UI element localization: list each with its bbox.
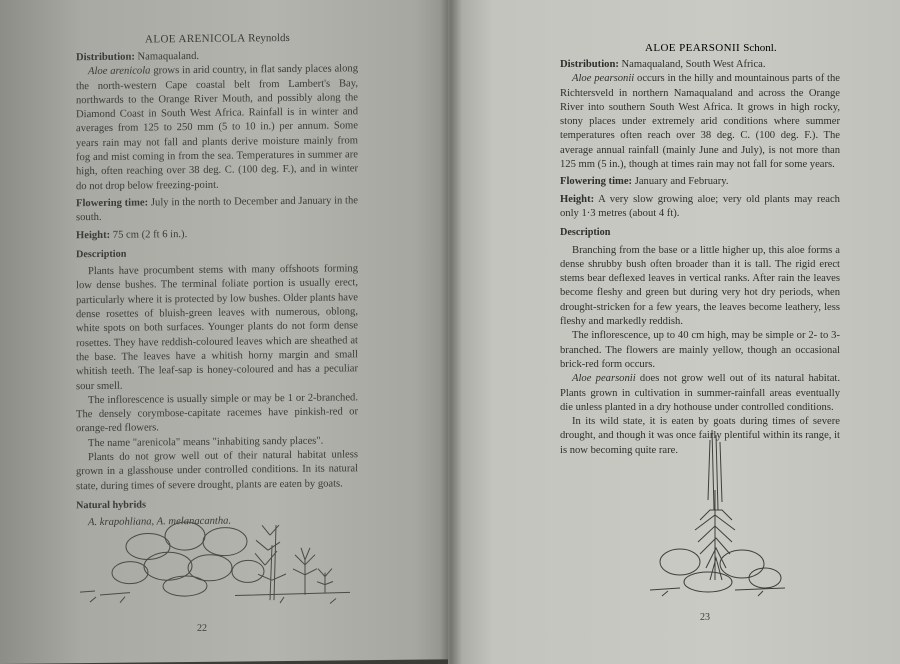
species-name-italic: Aloe pearsonii xyxy=(572,73,635,85)
flowering-value: July in the north to December and January in the south. xyxy=(76,195,358,224)
aloe-pearsonii-illustration xyxy=(640,430,790,600)
description-heading: Description xyxy=(560,227,611,239)
species-title: ALOE ARENICOLA xyxy=(145,32,246,46)
height-label: Height: xyxy=(76,229,111,241)
page-number: 22 xyxy=(197,622,207,634)
height-value: A very slow growing aloe; very old plants may reach only 1·3 metres (about 4 ft). xyxy=(560,193,840,219)
species-name-italic: Aloe pearsonii xyxy=(572,373,636,385)
hybrids-heading: Natural hybrids xyxy=(76,499,146,512)
page-number: 23 xyxy=(700,612,710,623)
species-author: Schonl. xyxy=(743,42,777,54)
height-line xyxy=(76,226,358,243)
species-title: ALOE PEARSONII xyxy=(645,42,741,54)
height-value: 75 cm (2 ft 6 in.). xyxy=(112,228,188,241)
species-name-italic: Aloe arenicola xyxy=(88,65,151,78)
distribution-paragraph-text: grows in arid country, in flat sandy places along the north-western Cape coastal belt from Lambert's Bay, northwards to the Orange River Mouth, and possibly along the Diamond Coast in South West Africa. Rainfall is in winter and averages from 125 to 250 mm (5 to 10 in.) per annum. Some years rain may not fall and plants derive moisture mainly from fog and mist coming in from the sea. Temperatures in summer are high, often reaching over 38 deg. C. (100 deg. F.), and in winter do not drop below freezing-point. xyxy=(76,63,358,192)
page-title xyxy=(645,42,777,54)
description-paragraph-text: does not grow well out of its natural habitat. Plants grown in cultivation in summer-rainfall areas eventually die unless planted in a dry hothouse under controlled conditions. xyxy=(560,373,840,413)
description-paragraph: Plants have procumbent stems with many offshoots forming low dense bushes. The terminal foliate portion is usually erect, particularly where it is protected by low bushes. Older plants have dense rosettes of bluish-green leaves with numerous, oblong, white spots on both surfaces. Younger plants do not form dense rosettes. They have reddish-coloured leaves which are sheathed at the base. The leaves have a whitish horny margin and small whitish teeth. The leaf-sap is honey-coloured and has a peculiar sour smell. xyxy=(76,263,358,392)
description-paragraph: The inflorescence is usually simple or may be 1 or 2-branched. The densely corymbose-capitate racemes have pinkish-red or orange-red flowers. xyxy=(76,392,358,435)
flowering-label: Flowering time: xyxy=(76,197,149,210)
distribution-paragraph xyxy=(560,72,840,172)
distribution-paragraph xyxy=(76,63,358,195)
book-gutter xyxy=(440,0,462,664)
flowering-value: January and February. xyxy=(634,176,729,188)
distribution-value: Namaqualand. xyxy=(137,50,200,63)
description-paragraph: Plants do not grow well out of their natural habitat unless grown in a glasshouse under controlled conditions. In its natural state, during times of severe drought, plants are eaten by goats. xyxy=(76,449,358,492)
description-paragraph: In its wild state, it is eaten by goats during times of severe drought, and though it was once fairly plentiful within its range, it is now becoming quite rare. xyxy=(560,416,840,456)
distribution-line xyxy=(560,58,840,72)
description-paragraph xyxy=(560,372,840,415)
distribution-paragraph-text: occurs in the hilly and mountainous parts of the Richtersveld in northern Namaqualand and across the Orange River into southern South West Africa. It grows in high rocky, stony places under extremely arid conditions where summer temperatures often reach over 38 deg. C. (100 deg. F.). The average annual rainfall (mainly June and July), is not more than 125 mm (5 in.), though at times rain may not fall for some years. xyxy=(560,73,840,171)
distribution-label: Distribution: xyxy=(76,51,135,64)
height-line xyxy=(560,193,840,222)
distribution-label: Distribution: xyxy=(560,59,619,70)
description-heading: Description xyxy=(76,248,127,261)
description-paragraph: The name "arenicola" means "inhabiting sandy places". xyxy=(88,435,324,449)
aloe-arenicola-illustration xyxy=(60,504,360,617)
flowering-label: Flowering time: xyxy=(560,176,633,188)
left-page-body xyxy=(76,48,358,530)
distribution-value: Namaqualand, South West Africa. xyxy=(621,59,766,70)
page-title xyxy=(145,32,290,46)
species-author: Reynolds xyxy=(248,31,290,45)
flowering-line xyxy=(76,194,358,226)
right-page-body xyxy=(560,58,840,458)
description-paragraph: The inflorescence, up to 40 cm high, may be simple or 2- to 3-branched. The flowers are mainly yellow, though an occasional brick-red form occurs. xyxy=(560,330,840,370)
flowering-line xyxy=(560,175,840,189)
hybrids-value: A. krapohliana, A. melanacantha. xyxy=(88,515,232,529)
height-label: Height: xyxy=(560,193,595,205)
description-paragraph: Branching from the base or a little higher up, this aloe forms a dense shrubby bush often broader than it is tall. The rigid erect stems bear deflexed leaves in vertical ranks. After rain the leaves become fleshy and green but during very hot dry periods, when drought-stricken for a few years, the leaves become leathery, less fleshy and markedly reddish. xyxy=(560,244,840,328)
